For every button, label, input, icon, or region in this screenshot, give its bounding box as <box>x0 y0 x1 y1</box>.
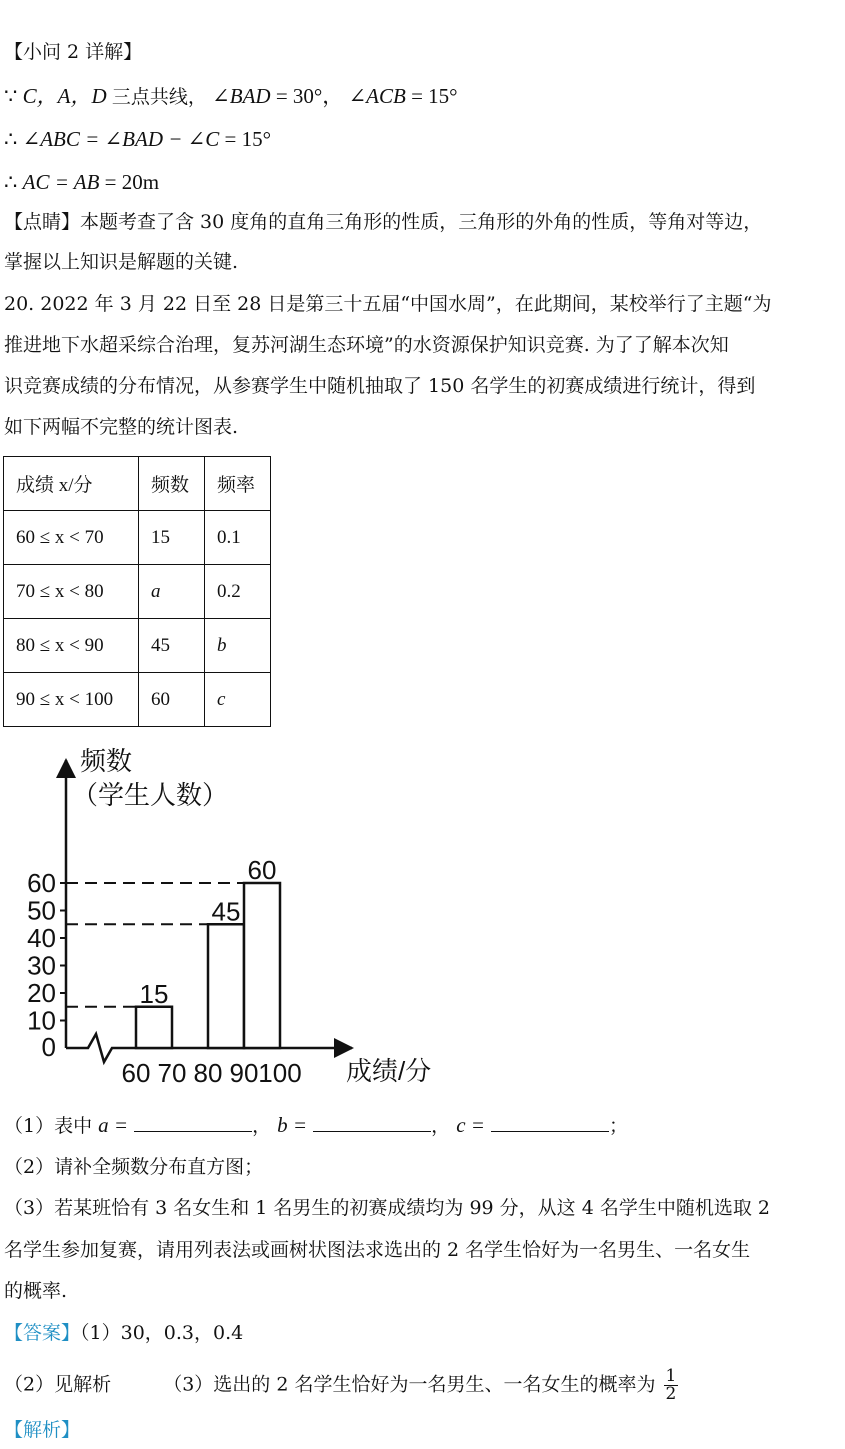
bar-value-label: 60 <box>247 855 277 885</box>
angle-acb: ∠ACB <box>348 84 406 108</box>
answer-part-3: （3）选出的 2 名学生恰好为一名男生、一名女生的概率为 <box>163 1373 656 1396</box>
answer-line-2 <box>4 1368 678 1403</box>
question-3-line-3: 的概率. <box>4 1280 68 1302</box>
comment-line-1 <box>4 210 762 234</box>
table-cell: 45 <box>139 619 205 673</box>
y-tick-label: 10 <box>27 1005 56 1036</box>
table-header-score: 成绩 x/分 <box>4 457 139 511</box>
problem-line-4: 如下两幅不完整的统计图表. <box>4 416 239 438</box>
blank-a-label: a = <box>98 1113 129 1137</box>
table-cell: b <box>205 619 271 673</box>
comment-line-2: 掌握以上知识是解题的关键. <box>4 251 239 273</box>
y-tick-label: 60 <box>27 868 56 898</box>
because-symbol: ∵ <box>4 84 18 108</box>
x-tick-label: 60 <box>121 1058 151 1088</box>
comment-label: 【点睛】 <box>4 211 81 233</box>
y-tick-label: 30 <box>27 950 56 981</box>
answer-part-1: （1）30，0.3，0.4 <box>80 1322 244 1344</box>
proof-line-1 <box>4 84 458 109</box>
therefore-symbol: ∴ <box>4 170 18 194</box>
x-tick-label: 70 <box>157 1058 187 1088</box>
y-tick-label: 40 <box>27 923 56 953</box>
therefore-symbol: ∴ <box>4 127 18 151</box>
fraction-denominator: 2 <box>665 1384 677 1404</box>
table-row <box>4 619 271 673</box>
side-length: = 20m <box>104 170 160 194</box>
blank-b <box>313 1113 431 1132</box>
table-cell: 90 ≤ x < 100 <box>4 673 139 727</box>
problem-line-1: 20. 2022 年 3 月 22 日至 28 日是第三十五届“中国水周”，在此期间，某校举行了主题“为 <box>4 293 772 315</box>
question-1 <box>4 1113 628 1138</box>
table-cell: a <box>139 565 205 619</box>
angle-bad-value: = 30°， <box>275 84 344 108</box>
proof-line-2 <box>4 127 271 151</box>
y-tick-label: 50 <box>27 895 56 926</box>
angle-abc: ∠ABC <box>22 127 80 151</box>
blank-c <box>491 1113 609 1132</box>
x-tick-label: 90 <box>229 1058 259 1088</box>
terminator: ； <box>609 1115 629 1137</box>
separator: ， <box>431 1115 451 1137</box>
y-tick-label: 0 <box>41 1032 56 1062</box>
table-header-count: 频数 <box>139 457 205 511</box>
y-tick-label: 20 <box>27 978 56 1008</box>
answer-part-2: （2）见解析 <box>4 1373 112 1396</box>
problem-line-3: 识竞赛成绩的分布情况，从参赛学生中随机抽取了 150 名学生的初赛成绩进行统计，得到 <box>4 375 756 397</box>
frequency-histogram <box>0 740 470 1095</box>
table-header-row <box>4 457 271 511</box>
collinear-text: 三点共线， <box>111 86 207 108</box>
question-3-line-2: 名学生参加复赛，请用列表法或画树状图法求选出的 2 名学生恰好为一名男生、一名女生 <box>4 1239 751 1261</box>
blank-a <box>134 1113 252 1132</box>
problem-line-2: 推进地下水超采综合治理，复苏河湖生态环境”的水资源保护知识竞赛. 为了了解本次知 <box>4 334 729 356</box>
table-cell: 70 ≤ x < 80 <box>4 565 139 619</box>
table-cell: c <box>205 673 271 727</box>
histogram-bar <box>208 924 244 1048</box>
question-1-prefix: （1）表中 <box>4 1115 93 1137</box>
table-cell: 0.1 <box>205 511 271 565</box>
table-row <box>4 565 271 619</box>
fraction-numerator: 1 <box>665 1366 677 1386</box>
bar-value-label: 15 <box>139 978 169 1009</box>
histogram-bar <box>136 1007 172 1048</box>
side-equality: AC = AB <box>22 170 100 194</box>
x-axis-title: 成绩/分 <box>346 1056 432 1086</box>
x-tick-label: 80 <box>193 1058 223 1088</box>
y-axis-subtitle: （学生人数） <box>72 780 229 810</box>
question-2: （2）请补全频数分布直方图； <box>4 1156 264 1178</box>
table-cell: 80 ≤ x < 90 <box>4 619 139 673</box>
frequency-table <box>3 456 271 727</box>
histogram-bar <box>244 883 280 1048</box>
probability-fraction <box>664 1368 679 1403</box>
separator: ， <box>252 1115 272 1137</box>
answer-line-1 <box>4 1321 243 1345</box>
comment-text: 本题考查了含 30 度角的直角三角形的性质，三角形的外角的性质，等角对等边， <box>80 211 763 233</box>
bar-value-label: 45 <box>211 896 241 927</box>
analysis-label: 【解析】 <box>4 1419 81 1441</box>
angle-abc-value: = 15° <box>224 127 272 151</box>
section-header: 【小问 2 详解】 <box>4 41 143 63</box>
table-header-rate: 频率 <box>205 457 271 511</box>
blank-c-label: c = <box>456 1113 485 1137</box>
blank-b-label: b = <box>277 1113 308 1137</box>
proof-line-3 <box>4 170 159 194</box>
x-tick-label: 100 <box>258 1058 302 1088</box>
table-cell: 60 ≤ x < 70 <box>4 511 139 565</box>
collinear-points: C，A，D <box>22 84 107 108</box>
table-cell: 15 <box>139 511 205 565</box>
answer-label: 【答案】 <box>4 1322 81 1344</box>
angle-difference: = ∠BAD − ∠C <box>85 127 220 151</box>
table-row <box>4 511 271 565</box>
angle-acb-value: = 15° <box>411 84 458 108</box>
angle-bad: ∠BAD <box>212 84 271 108</box>
question-3-line-1: （3）若某班恰有 3 名女生和 1 名男生的初赛成绩均为 99 分，从这 4 名学生中随机选取 2 <box>4 1197 770 1219</box>
table-cell: 0.2 <box>205 565 271 619</box>
y-axis-title: 频数 <box>80 746 133 776</box>
table-row <box>4 673 271 727</box>
table-cell: 60 <box>139 673 205 727</box>
